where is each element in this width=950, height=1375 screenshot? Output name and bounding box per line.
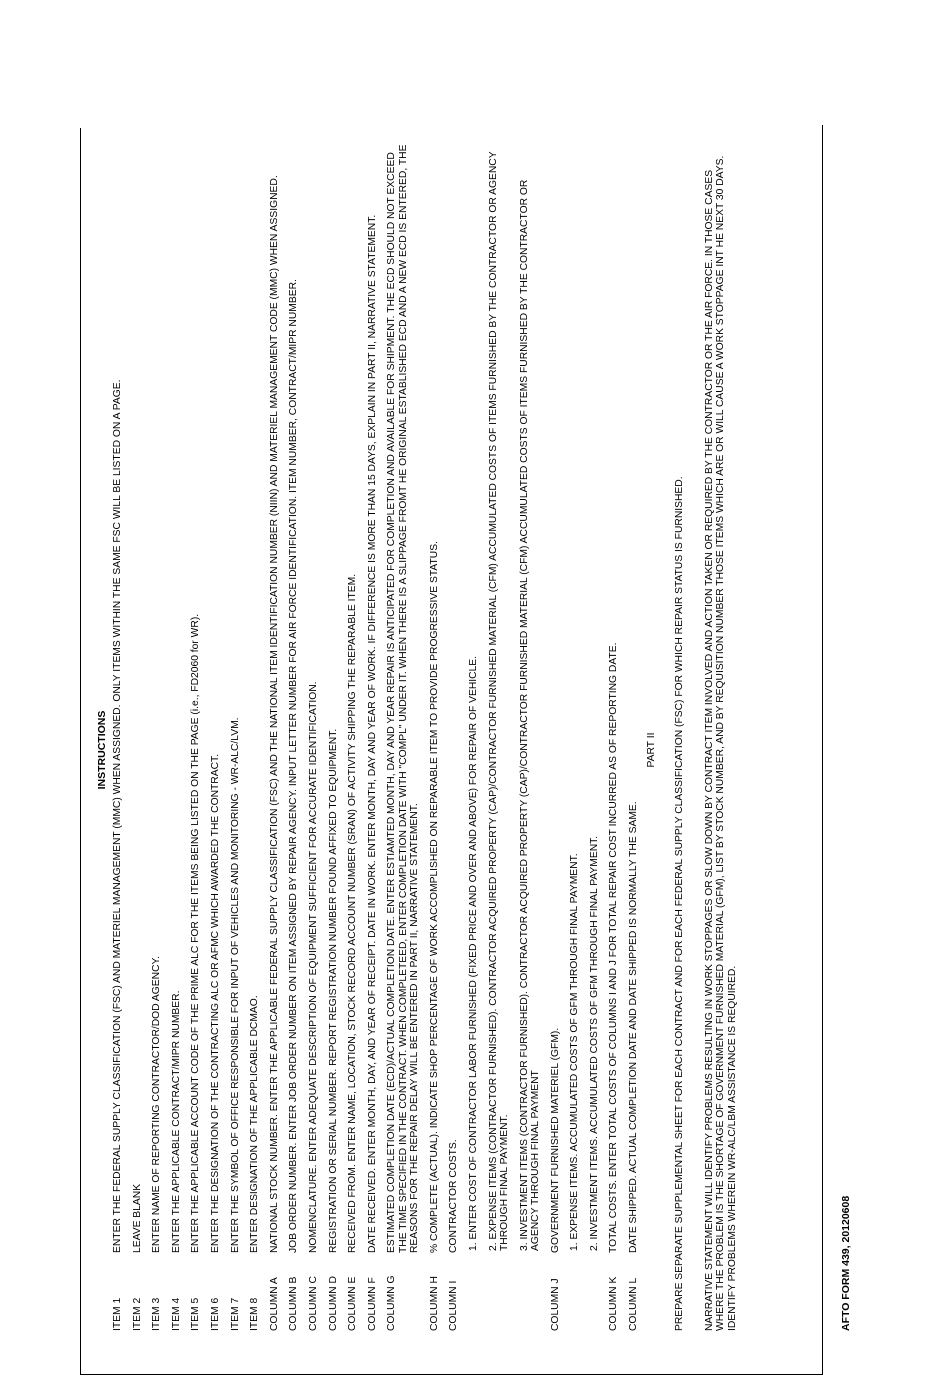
instruction-label: COLUMN I — [448, 1280, 460, 1331]
instruction-row — [171, 125, 182, 1375]
instruction-label: COLUMN A — [268, 1277, 280, 1331]
instruction-row — [569, 125, 580, 1375]
instruction-text: ENTER THE FEDERAL SUPPLY CLASSIFICATION (FSC) AND MATERIEL MANAGEMENT (MMC) WHEN ASSIGNED. ONLY ITEMS WITHIN THE SAME FSC WILL BE LISTED ON A PAGE. — [112, 379, 123, 1253]
instruction-text: 1. EXPENSE ITEMS. ACCUMULATED COSTS OF GFM THROUGH FINAL PAYMENT. — [569, 853, 581, 1251]
instruction-text: 3. INVESTMENT ITEMS (CONTRACTOR FURNISHED). CONTRACTOR ACQUIRED PROPERTY (CAP)/CONTRACTOR FURNISHED MATERIAL (CFM) ACCUMULATED COSTS OF ITEMS FURNISHED BY THE CONTRACTOR OR AGENCY THROUGH FINAL PAYMENT — [518, 179, 541, 1251]
instruction-row — [230, 125, 241, 1375]
instruction-text: ENTER NAME OF REPORTING CONTRACTOR/DOD AGENCY. — [151, 956, 163, 1253]
instruction-text: NATIONAL STOCK NUMBER. ENTER THE APPLICABLE FEDERAL SUPPLY CLASSIFICATION (FSC) AND THE NATIONAL ITEM IDENTIFICATION NUMBER (NIIN) AND MATERIEL MANAGEMENT CODE (MMC) WHEN ASSIGNED. — [268, 175, 280, 1253]
instruction-text: ENTER THE APPLICABLE ACCOUNT CODE OF THE PRIME ALC FOR THE ITEMS BEING LISTED ON THE PAGE (i.e., FD2060 for WR). — [190, 613, 202, 1253]
instruction-label — [569, 1253, 580, 1375]
instruction-label: ITEM 7 — [229, 1297, 241, 1331]
instruction-text: REGISTRATION OR SERIAL NUMBER. REPORT REGISTRATION NUMBER FOUND AFFIXED TO EQUIPMENT. — [327, 728, 339, 1253]
instruction-label: COLUMN K — [608, 1276, 620, 1331]
instruction-label: COLUMN B — [288, 1276, 300, 1331]
instruction-row — [190, 125, 201, 1375]
instruction-row — [468, 125, 479, 1375]
instruction-label — [468, 1253, 479, 1375]
instruction-row — [347, 125, 358, 1375]
instruction-text: DATE SHIPPED. ACTUAL COMPLETION DATE AND DATE SHIPPED IS NORMALLY THE SAME. — [627, 801, 639, 1253]
instruction-text: DATE RECEIVED. ENTER MONTH, DAY, AND YEAR OF RECEIPT. DATE IN WORK. ENTER MONTH, DAY AND YEAR OF WORK. IF DIFFERENCE IS MORE THAN 15 DAYS, EXPLAIN IN PART II, NARRATIVE STATEMENT. — [366, 214, 378, 1253]
instruction-row — [210, 125, 221, 1375]
instruction-text: LEAVE BLANK — [131, 1183, 143, 1253]
instruction-text: CONTRACTOR COSTS. — [448, 1139, 460, 1253]
instruction-row — [151, 125, 162, 1375]
instruction-label: ITEM 3 — [151, 1297, 163, 1331]
instruction-label — [488, 1253, 511, 1375]
instruction-label: COLUMN E — [347, 1276, 359, 1331]
instruction-text: RECEIVED FROM. ENTER NAME, LOCATION, STOCK RECORD ACCOUNT NUMBER (SRAN) OF ACTIVITY SHIPPING THE REPARABLE ITEM. — [347, 573, 359, 1253]
instruction-text: JOB ORDER NUMBER. ENTER JOB ORDER NUMBER ON ITEM ASSIGNED BY REPAIR AGENCY. INPUT LETTER NUMBER FOR AIR FORCE IDENTIFICATION. ITEM NUMBER, CONTRACT/MIPR NUMBER. — [288, 279, 300, 1253]
instruction-label: ITEM 8 — [249, 1297, 261, 1331]
instruction-text: ENTER THE APPLICABLE CONTRACT/MIPR NUMBER. — [170, 990, 182, 1253]
instruction-text: % COMPLETE (ACTUAL). INDICATE SHOP PERCENTAGE OF WORK ACCOMPLISHED ON REPARABLE ITEM TO PROVIDE PROGRESSIVE STATUS. — [428, 541, 440, 1253]
instruction-row — [628, 125, 639, 1375]
instruction-text: ENTER THE DESIGNATION OF THE CONTRACTING ALC OR AFMC WHICH AWARDED THE CONTRACT. — [209, 753, 221, 1253]
instruction-label: ITEM 4 — [170, 1297, 182, 1331]
instruction-text: NOMENCLATURE. ENTER ADEQUATE DESCRIPTION OF EQUIPMENT SUFFICIENT FOR ACCURATE IDENTIFICATION. — [307, 681, 319, 1253]
instruction-label: COLUMN G — [386, 1275, 398, 1331]
instruction-label: ITEM 5 — [190, 1297, 202, 1331]
instruction-row — [249, 125, 260, 1375]
instruction-row — [308, 125, 319, 1375]
instruction-label: ITEM 6 — [209, 1297, 221, 1331]
rotated-form-page — [80, 125, 852, 1375]
instruction-label: COLUMN H — [428, 1276, 440, 1331]
form-bottom-rule — [822, 125, 823, 1375]
instruction-text: ENTER DESIGNATION OF THE APPLICABLE DCMAO. — [249, 995, 261, 1253]
part2-paragraph-narrative: NARRATIVE STATEMENT WILL IDENTIFY PROBLEMS RESULTING IN WORK STOPPAGES OR SLOW DOWN BY CONTRACT ITEM INVOLVED AND ACTION TAKEN OR REQUIRED BY THE CONTRACTOR OR THE AIR FORCE. IN THOSE CASES WHERE THE PROBLEM IS THE SHORTAGE OF GOVERNMENT FURNISHED MATERIAL (GFM), LIST BY STOCK NUMBER, AND BY REQUISITION NUMBER THOSE ITEMS WHICH ARE OR WILL CAUSE A WORK STOPPAGE INT HE NEXT 30 DAYS. IDENTIFY PROBLEMS WHEREIN WR-ALC/LBM ASSISTANCE IS REQUIRED. — [704, 155, 738, 1331]
instruction-label: COLUMN F — [366, 1277, 378, 1331]
part2-title: PART II — [646, 732, 657, 768]
instruction-row — [112, 125, 123, 1375]
instruction-row — [488, 125, 511, 1375]
instruction-label: ITEM 1 — [112, 1297, 123, 1331]
instruction-text: 2. EXPENSE ITEMS (CONTRACTOR FURNISHED). CONTRACTOR ACQUIRED PROPERTY (CAP)/CONTRACTOR FURNISHED MATERIAL (CFM) ACCUMULATED COSTS OF ITEMS FURNISHED BY THE CONTRACTOR OR AGENCY THROUGH FINAL PAYMENT. — [487, 151, 510, 1251]
instruction-text: 1. ENTER COST OF CONTRACTOR LABOR FURNISHED (FIXED PRICE AND OVER AND ABOVE) FOR REPAIR OF VEHICLE. — [467, 655, 479, 1251]
instructions-title: INSTRUCTIONS — [96, 710, 108, 790]
instruction-text: TOTAL COSTS. ENTER TOTAL COSTS OF COLUMNS I AND J FOR TOTAL REPAIR COST INCURRED AS OF REPORTING DATE. — [608, 642, 620, 1253]
instruction-row — [288, 125, 299, 1375]
instruction-row — [519, 125, 542, 1375]
instruction-row — [608, 125, 619, 1375]
instruction-row — [429, 125, 440, 1375]
instruction-row — [550, 125, 561, 1375]
instruction-list — [112, 125, 647, 1375]
instruction-row — [367, 125, 378, 1375]
instruction-row — [328, 125, 339, 1375]
instruction-text: GOVERNMENT FURNISHED MATERIEL (GFM). — [549, 1027, 561, 1253]
instruction-text: 2. INVESTMENT ITEMS. ACCUMULATED COSTS OF GFM THROUGH FINAL PAYMENT. — [588, 835, 600, 1251]
form-footer-id: AFTO FORM 439, 20120608 — [840, 1195, 852, 1331]
part2-paragraph-supplemental: PREPARE SEPARATE SUPPLEMENTAL SHEET FOR EACH CONTRACT AND FOR EACH FEDERAL SUPPLY CLASSIFICATION (FSC) FOR WHICH REPAIR STATUS IS FURNISHED. — [674, 476, 685, 1331]
instruction-row — [269, 125, 280, 1375]
instruction-label: COLUMN D — [327, 1276, 339, 1331]
instruction-row — [589, 125, 600, 1375]
instruction-row — [386, 125, 420, 1375]
instruction-row — [132, 125, 143, 1375]
instruction-label: COLUMN C — [307, 1276, 319, 1331]
instruction-label: COLUMN L — [627, 1277, 639, 1331]
instruction-label: COLUMN J — [549, 1278, 561, 1331]
instruction-label — [589, 1253, 600, 1375]
instruction-text: ESTIMATED COMPLETION DATE (ECD)/ACTUAL COMPLETION DATE. ENTER ESTIAMTED MONTH, DAY AND YEAR REPAIR IS ANTICIPATED FOR COMPLETION AND AVAILABLE FOR SHIPMENT. THE ECD SHOULD NOT EXCEED THE TIME SPECIFIED IN THE CONTRACT. WHEN COMPLETEED, ENTER COMPLETION DATE WITH "COMPL" UNDER IT. WHEN THERE IS A SLIPPAGE FROMT HE ORIGINAL ESTABLISHED ECD AND A NEW ECD IS ENTERED, THE REASONS FOR THE REPAIR DELAY WILL BE ENTERED IN PART II, NARRATIVE STATEMENT. — [386, 144, 421, 1253]
instruction-row — [448, 125, 459, 1375]
instruction-label — [519, 1253, 542, 1375]
instruction-text: ENTER THE SYMBOL OF OFFICE RESPONSIBLE FOR INPUT OF VEHICLES AND MONITORING - WR-ALC/LVM. — [229, 717, 241, 1253]
instruction-label: ITEM 2 — [131, 1297, 143, 1331]
